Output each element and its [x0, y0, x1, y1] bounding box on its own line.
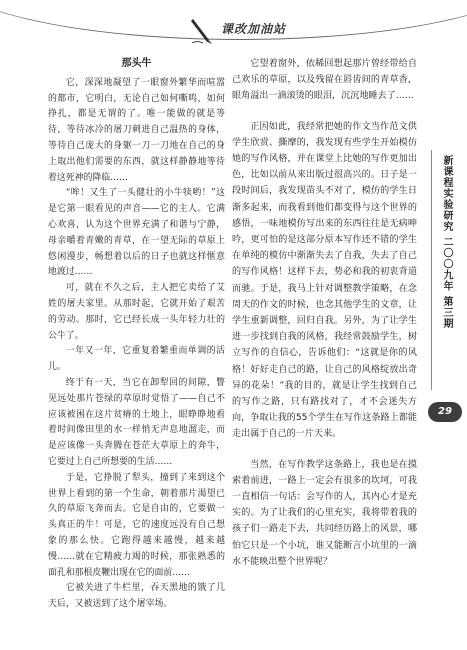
story-paragraph: 可，就在不久之后，主人把它卖给了艾姓的屠夫家里。从那时起，它就开始了艰苦的劳动。那时，它已经长成一头年轻力壮的公牛了。 [48, 283, 225, 341]
story-paragraph: 于是，它挣脱了犁头，撞到了来到这个世界上看到的第一个生命，朝着那片渴望已久的草原飞奔而去。它是自由的，它要做一头真正的牛！可是，它的速度远没有自己想象的那么快。它跑得越来越慢，越来越慢……就在它精疲力竭的时候，那张熟悉的面孔和那根皮鞭出现在它的面前…… [48, 472, 225, 578]
commentary-paragraph: 正因如此，我经常把她的作文当作范文供学生欣赏、撕摩的，我发现有些学生开始模仿她的写作风格，并在课堂上比她的写作更加出色，比如以前从来出版过很高兴的。日子是一段时间后，我发现苗头不对了，模仿的学生日渐多起来，而我看到他们都变得与这个世界的感悟，一味地模仿写出来的东西往往是无病呻吟，更可怕的是这部分原本写作还不错的学生在单纯的模仿中渐渐失去了自我，失去了自己的写作风格！这样下去，势必和我的初衷背道而驰。于是，我马上针对调整教学策略，在念周天的作文的时候，也念其他学生的文章，让学生重新调整，回归自我。另外，为了让学生进一步找到自我的风格，我经常鼓励学生，树立写作的自信心，告诉他们：“这就是你的风格！好好走自己的路，让自己的风格绽放出奇异的花朵！”我的目的，就是让学生找到自己的写作之路，只有路找对了，才不会迷失方向，争取让我的55个学生在写作这条路上都能走出属于自己的一片天来。 [232, 121, 417, 440]
sidebar-rule [431, 150, 432, 390]
journal-name: 新课程实验研究 [441, 155, 452, 232]
journal-info [436, 155, 454, 329]
story-column [48, 56, 225, 613]
page-number: 29 [428, 402, 462, 422]
commentary-paragraph: 它望着窗外，依稀回想起那片曾经带给自己欢乐的草原，以及残留在唇齿间的青草香，眼角溢出一滴滚烫的眼泪，沉沉地睡去了…… [232, 59, 417, 102]
story-paragraph: “哞！又生了一头健壮的小牛犊哟！”这是它第一眼看见的声音——它的主人。它满心欢喜，认为这个世界充满了和谐与宁静，母亲嚼着青嫩的青草，在一望无际的草原上悠闲漫步，畅想着以后的日子也就这样惬意地渡过…… [48, 188, 225, 278]
section-title: 课改加油站 [221, 22, 287, 36]
commentary-column [232, 56, 417, 570]
story-title: 那头牛 [121, 58, 152, 69]
page-header [0, 10, 467, 50]
story-paragraph: 一年又一年，它重复着繁重而单调的活儿。 [48, 346, 225, 373]
story-paragraph: 终于有一天，当它在卸犁回的间隙，瞥见远处那片苍绿的草原时觉悟了——自己不应该被困在这片贫瘠的土地上，眼睁睁地看着时间像田里的水一样悄无声息地溜走，而是应该像一头奔腾在苍茫大草原上的奔牛，它要过上自己所想要的生活…… [48, 377, 225, 467]
pen-icon [189, 16, 215, 46]
story-paragraph: 它被关进了牛栏里，吞天黑地的饿了几天后，又被送到了这个屠宰场。 [48, 583, 225, 610]
journal-issue: 二〇〇九年 第三期 [441, 236, 452, 329]
journal-sidebar [424, 0, 467, 650]
story-paragraph: 它，深深地凝望了一眼窗外繁华而喧嚣的都市，它明白，无论自己如何嘶鸣，如何挣扎，都是无谓的了。唯一能做的就是等待，等待冰冷的屠刀刺进自己温热的身体，等待自己庞大的身躯一刀一刀地在自己的身上取出他们需要的东西，就这样静静地等待着这死神的降临…… [48, 77, 225, 183]
commentary-paragraph: 当然，在写作教学这条路上，我也是在摸索着前进，一路上一定会有很多的坎坷，可我一直相信一句话：会写作的人，其内心才是充实的。为了让我们的心里充实，我将带着我的孩子们一路走下去，共同经历路上的风景，哪怕它只是一个小坑，谁又能断言小坑里的一滴水不能映出整个世界呢？ [232, 459, 417, 567]
